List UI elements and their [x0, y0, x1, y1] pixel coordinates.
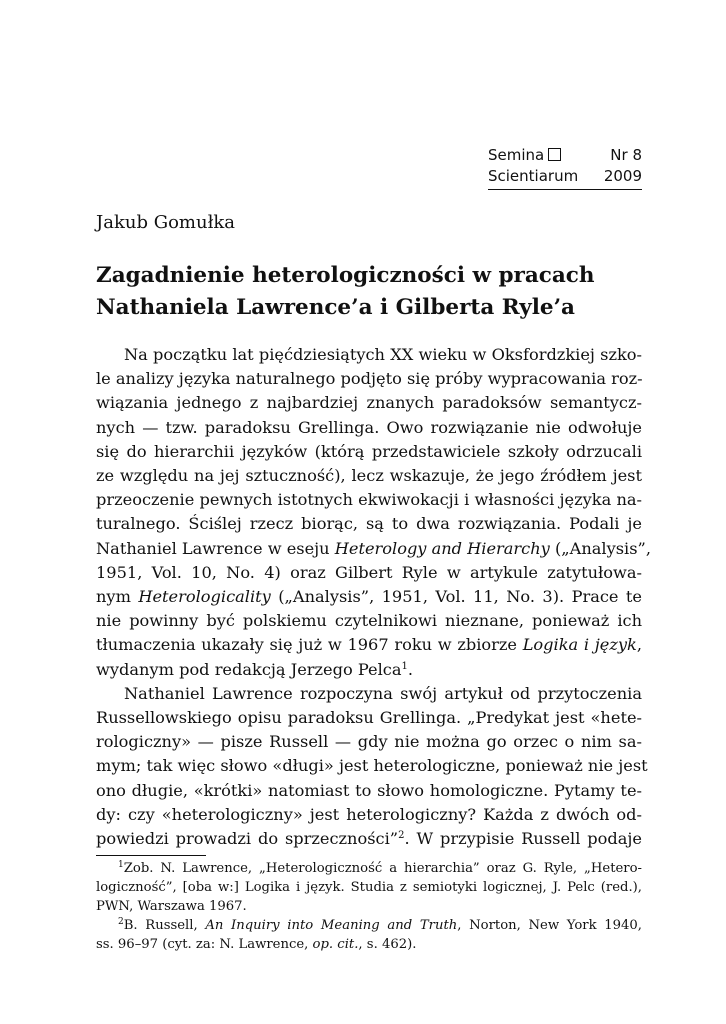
text-segment: B. Russell, [123, 918, 206, 933]
body-line [96, 706, 642, 730]
footnote-line [96, 897, 642, 916]
text-segment: mym; tak więc słowo «długi» jest heterologiczne, ponieważ nie jest [96, 756, 648, 776]
body-line [96, 367, 642, 391]
document-page [96, 0, 651, 1024]
footnote-line [96, 916, 642, 935]
issue-number: Nr 8 [610, 146, 642, 164]
text-segment: dy: czy «heterologiczny» jest heterologiczny? Każda z dwóch od- [96, 804, 642, 824]
text-segment: przeoczenie pewnych istotnych ekwiwokacji i własności języka na- [96, 490, 642, 510]
body-line [96, 730, 642, 754]
body-line [96, 512, 642, 536]
body-line [96, 609, 642, 633]
footnote-separator [96, 855, 206, 856]
journal-masthead [488, 145, 642, 190]
issue-year: 2009 [603, 167, 642, 185]
text-segment: PWN, Warszawa 1967. [96, 899, 247, 914]
title-line-2: Nathaniela Lawrence’a i Gilberta Ryle’a [96, 295, 575, 320]
text-segment: , [636, 635, 642, 655]
italic-title: op. cit. [312, 937, 359, 952]
body-line [96, 633, 642, 657]
italic-title: Heterologicality [138, 587, 271, 607]
author-name: Jakub Gomułka [96, 212, 236, 233]
body-line [96, 561, 642, 585]
text-segment: logiczność”, [oba w:] Logika i język. Studia z semiotyki logicznej, J. Pelc (red.), [96, 880, 642, 895]
text-segment: nych — tzw. paradoksu Grellinga. Owo rozwiązanie nie odwołuje [96, 417, 642, 437]
text-segment: Nathaniel Lawrence w eseju [96, 538, 335, 558]
masthead-row-1 [488, 145, 642, 166]
body-line [96, 440, 642, 464]
body-line [96, 682, 642, 706]
square-symbol-icon [548, 148, 561, 161]
text-segment: ze względu na jej sztuczność), lecz wskazuje, że jego źródłem jest [96, 466, 642, 486]
footnotes [96, 859, 642, 954]
body-line [96, 585, 642, 609]
body-line [96, 537, 651, 561]
body-line [96, 343, 642, 367]
italic-title: An Inquiry into Meaning and Truth [205, 918, 458, 933]
text-segment: , Norton, New York 1940, [457, 918, 642, 933]
body-line [96, 803, 642, 827]
body-line [96, 754, 648, 778]
text-segment: Russellowskiego opisu paradoksu Grellinga. „Predykat jest «hete- [96, 708, 642, 728]
body-line [96, 658, 642, 682]
text-segment: Nathaniel Lawrence rozpoczyna swój artykuł od przytoczenia [124, 683, 642, 703]
title-line-1: Zagadnienie heterologiczności w pracach [96, 263, 595, 288]
text-segment: nym [96, 587, 139, 607]
text-segment: Na początku lat pięćdziesiątych XX wieku w Oksfordzkiej szko- [124, 345, 642, 364]
text-segment: wiązania jednego z najbardziej znanych paradoksów semantycz- [96, 393, 642, 413]
text-segment: turalnego. Ściślej rzecz biorąc, są to dwa rozwiązania. Podali je [96, 514, 642, 534]
italic-title: Logika i język [522, 635, 637, 655]
footnote-marker: 2 [398, 830, 405, 842]
text-segment: 1951, Vol. 10, No. 4) oraz Gilbert Ryle w artykule zatytułowa- [96, 562, 642, 582]
text-segment: le analizy języka naturalnego podjęto się próby wypracowania roz- [96, 369, 643, 389]
body-line [96, 488, 642, 512]
body-line [96, 464, 642, 488]
text-segment: , s. 462). [358, 937, 417, 952]
journal-name-line-1: Semina [488, 146, 545, 164]
text-segment: Zob. N. Lawrence, „Heterologiczność a hierarchia” oraz G. Ryle, „Hetero- [123, 861, 642, 876]
body-line [96, 779, 642, 803]
italic-title: Heterology and Hierarchy [334, 538, 550, 558]
body-line [96, 827, 642, 851]
text-segment: nie powinny być polskiemu czytelnikowi nieznane, ponieważ ich [96, 611, 642, 631]
footnote-line [96, 935, 642, 954]
footnote-line [96, 878, 642, 897]
body-line [96, 391, 642, 415]
footnote-marker: 1 [118, 860, 124, 870]
text-segment: powiedzi prowadzi do sprzeczności” [96, 829, 399, 849]
text-segment: wydanym pod redakcją Jerzego Pelca [96, 659, 402, 679]
text-segment: ono długie, «krótki» natomiast to słowo homologiczne. Pytamy te- [96, 780, 642, 800]
footnote-marker: 1 [401, 660, 408, 672]
footnote-marker: 2 [118, 917, 124, 927]
text-segment: . [407, 659, 414, 679]
text-segment: ss. 96–97 (cyt. za: N. Lawrence, [96, 937, 313, 952]
text-segment: rologiczny» — pisze Russell — gdy nie można go orzec o nim sa- [96, 732, 642, 752]
text-segment: („Analysis”, 1951, Vol. 11, No. 3). Prace te [270, 587, 642, 607]
body-text [96, 343, 651, 851]
masthead-row-2 [488, 166, 642, 187]
text-segment: („Analysis”, [549, 538, 651, 558]
masthead-rule [488, 189, 642, 190]
article-title [96, 260, 642, 324]
journal-name-line-2: Scientiarum [488, 167, 579, 185]
text-segment: . W przypisie Russell podaje [404, 829, 642, 849]
text-segment: się do hierarchii języków (którą przedstawiciele szkoły odrzucali [96, 441, 642, 461]
body-line [96, 416, 642, 440]
footnote-line [96, 859, 642, 878]
text-segment: tłumaczenia ukazały się już w 1967 roku w zbiorze [96, 635, 523, 655]
